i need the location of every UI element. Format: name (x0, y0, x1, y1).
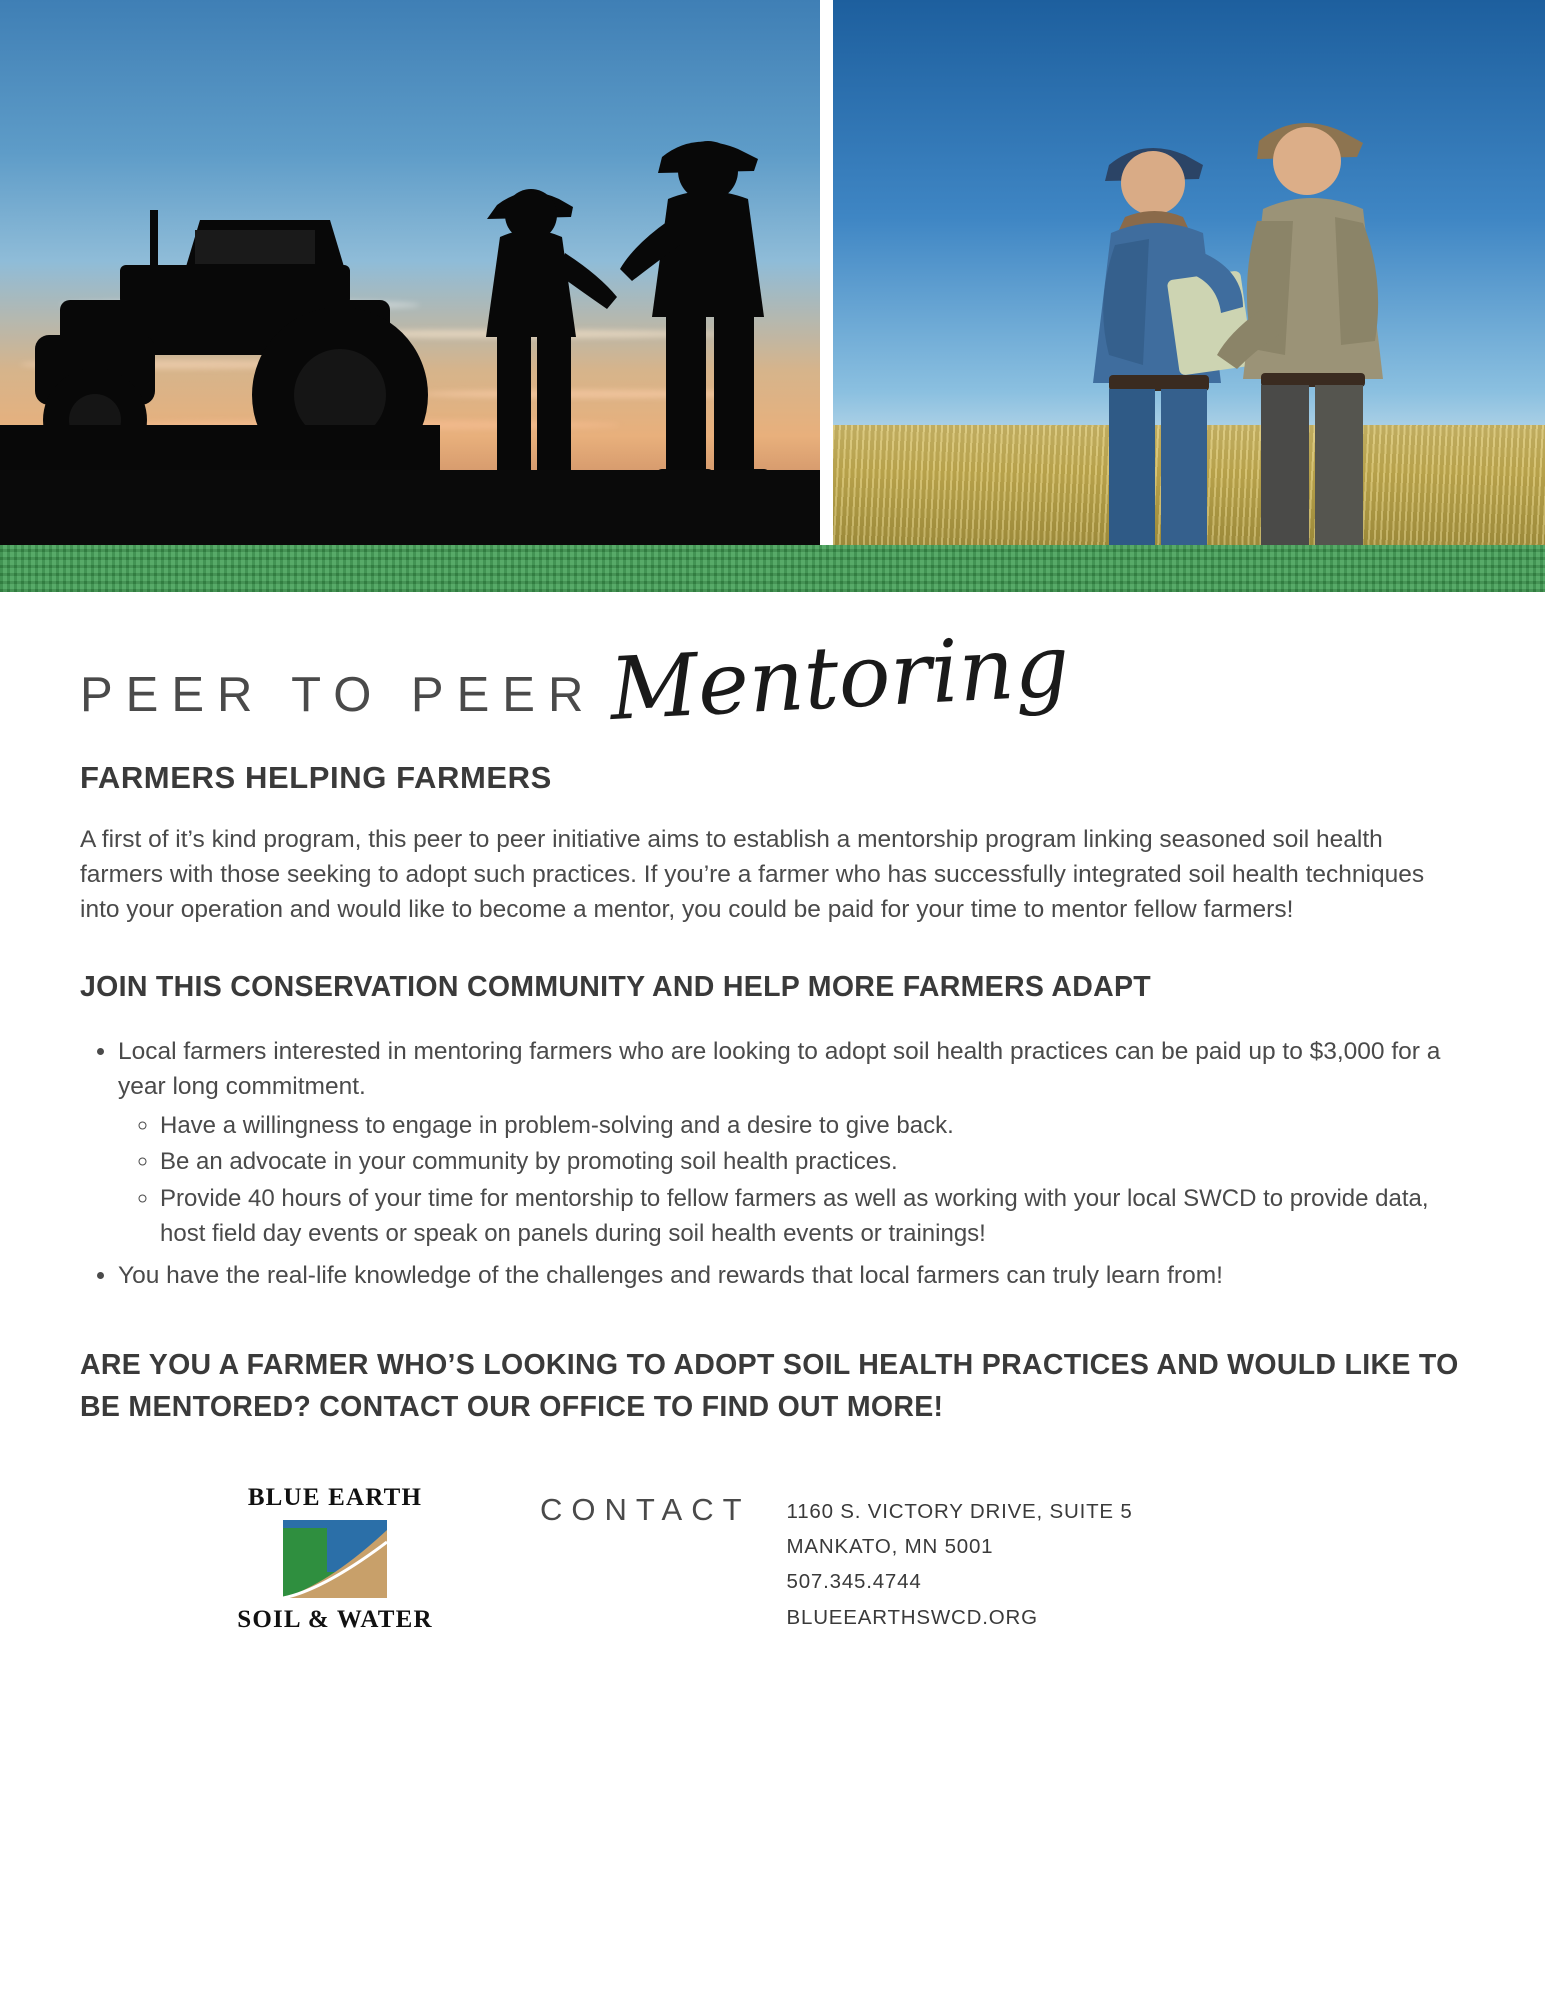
hero-image-divider (820, 0, 833, 545)
subheading-farmers-helping-farmers: FARMERS HELPING FARMERS (80, 760, 552, 795)
list-item: ◦ Provide 40 hours of your time for mentorship to fellow farmers as well as working with your local SWCD to provide data, host field day events or speak on panels during soil health events or trainings! (160, 1182, 1448, 1252)
farmer-silhouette-right (620, 125, 820, 485)
logo-text-top: BLUE EARTH (247, 1483, 423, 1511)
benefits-list (80, 1034, 1465, 1294)
contact-details (787, 1494, 1133, 1635)
logo-mark-icon (283, 1520, 387, 1598)
call-to-action-text: ARE YOU A FARMER WHO’S LOOKING TO ADOPT SOIL HEALTH PRACTICES AND WOULD LIKE TO BE MENTORED? CONTACT OUR OFFICE TO FIND OUT MORE! (80, 1349, 1459, 1423)
list-item: • You have the real-life knowledge of the challenges and rewards that local farmers can truly learn from! (118, 1258, 1448, 1294)
contact-address-line-1: 1160 S. VICTORY DRIVE, SUITE 5 (786, 1499, 1133, 1523)
page-title-script: Mentoring (607, 616, 1073, 740)
contact-heading: CONTACT (540, 1491, 751, 1527)
grass-divider-strip (0, 545, 1545, 592)
hero-image-handshake-silhouette (0, 0, 820, 545)
hero-image-farmers-tablet (833, 0, 1545, 545)
contact-website[interactable]: BLUEEARTHSWCD.ORG (786, 1605, 1038, 1629)
farmer-mentor (1203, 105, 1423, 545)
intro-paragraph: A first of it’s kind program, this peer to peer initiative aims to establish a mentorship program linking seasoned soil health farmers with those seeking to adopt such practices. If you’re a farmer who has successfully integrated soil health techniques into your operation and would like to become a mentor, you could be paid for your time to mentor fellow farmers! (80, 826, 1425, 924)
flyer-body (0, 616, 1545, 1635)
contact-address-line-2: MANKATO, MN 5001 (786, 1535, 994, 1559)
tractor-silhouette (0, 185, 440, 485)
hero-banner (0, 0, 1545, 592)
contact-phone[interactable]: 507.345.4744 (786, 1570, 922, 1594)
organization-logo (230, 1484, 440, 1634)
list-item: ◦ Be an advocate in your community by promoting soil health practices. (160, 1145, 1448, 1180)
list-item: ◦ Have a willingness to engage in problem-solving and a desire to give back. (160, 1109, 1448, 1144)
requirements-sublist (118, 1109, 1448, 1252)
page-title (80, 616, 1465, 740)
section-heading-join-community: JOIN THIS CONSERVATION COMMUNITY AND HELP MORE FARMERS ADAPT (80, 971, 1151, 1004)
farmer-silhouette-left (445, 175, 625, 485)
footer (80, 1484, 1465, 1635)
page-title-main: PEER TO PEER (80, 668, 597, 722)
list-item-text: Local farmers interested in mentoring farmers who are looking to adopt soil health practices can be paid up to $3,000 for a year long commitment. (118, 1037, 1441, 1101)
horizon-ground (0, 470, 820, 545)
logo-text-bottom: SOIL & WATER (237, 1605, 433, 1633)
list-item (118, 1034, 1448, 1252)
